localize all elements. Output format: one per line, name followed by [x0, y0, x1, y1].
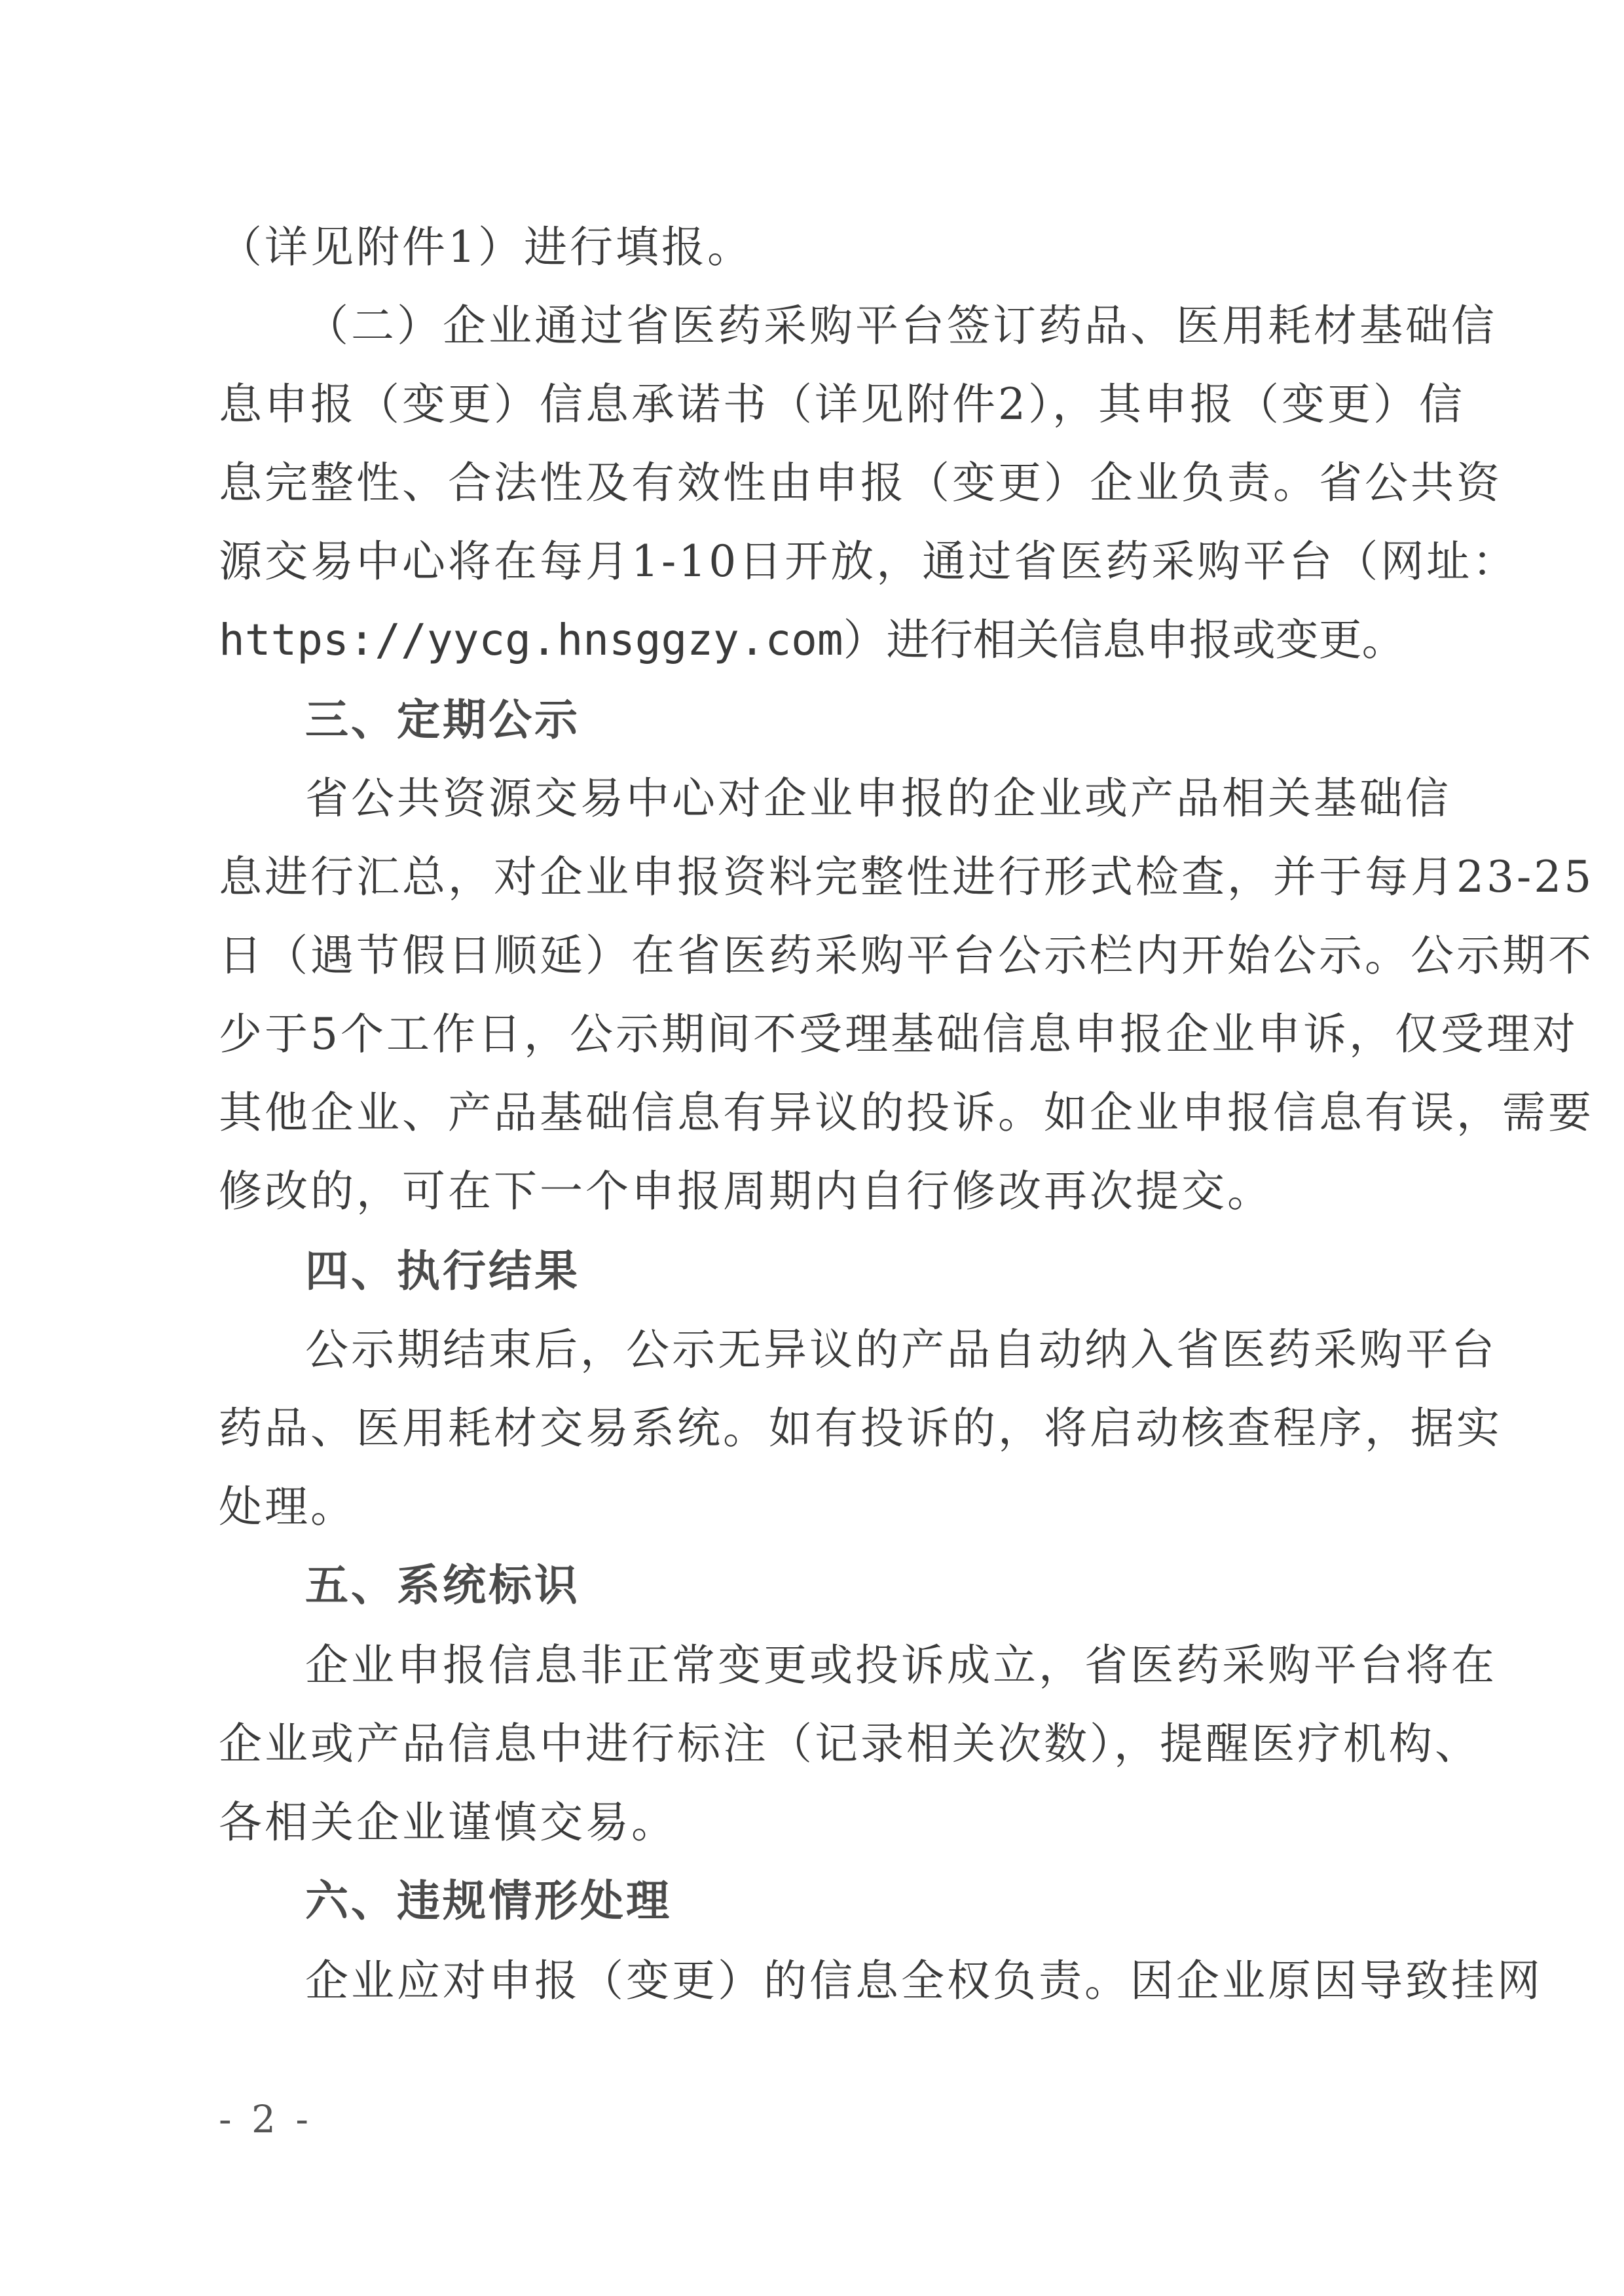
text-line: 其他企业、产品基础信息有异议的投诉。如企业申报信息有误，需要 [219, 1087, 1594, 1138]
text-line: 企业申报信息非正常变更或投诉成立，省医药采购平台将在 [305, 1640, 1497, 1690]
text-line-url: https://yycg.hnsggzy.com）进行相关信息申报或变更。 [219, 615, 1405, 665]
text-line: 企业或产品信息中进行标注（记录相关次数），提醒医疗机构、 [219, 1719, 1481, 1769]
text-line: 源交易中心将在每月1-10日开放，通过省医药采购平台（网址： [219, 536, 1519, 587]
page-number: - 2 - [219, 2097, 312, 2141]
text-line: （二）企业通过省医药采购平台签订药品、医用耗材基础信 [305, 301, 1497, 351]
section-heading: 六、违规情形处理 [305, 1876, 672, 1926]
text-line: 日（遇节假日顺延）在省医药采购平台公示栏内开始公示。公示期不 [219, 930, 1594, 981]
text-line: 息申报（变更）信息承诺书（详见附件2），其申报（变更）信 [219, 379, 1465, 429]
section-heading: 四、执行结果 [305, 1246, 580, 1296]
text-line: 各相关企业谨慎交易。 [219, 1797, 677, 1848]
text-line: 修改的，可在下一个申报周期内自行修改再次提交。 [219, 1166, 1273, 1216]
text-line: 企业应对申报（变更）的信息全权负责。因企业原因导致挂网 [305, 1956, 1543, 2006]
text-line: 少于5个工作日，公示期间不受理基础信息申报企业申诉，仅受理对 [219, 1009, 1578, 1059]
text-line: 药品、医用耗材交易系统。如有投诉的，将启动核查程序，据实 [219, 1403, 1502, 1453]
text-line: 息完整性、合法性及有效性由申报（变更）企业负责。省公共资 [219, 458, 1502, 508]
text-line: 公示期结束后，公示无异议的产品自动纳入省医药采购平台 [305, 1324, 1497, 1375]
section-heading: 三、定期公示 [305, 695, 580, 745]
text-line: （详见附件1）进行填报。 [219, 222, 753, 272]
text-line: 息进行汇总，对企业申报资料完整性进行形式检查，并于每月23-25 [219, 852, 1595, 902]
text-line: 省公共资源交易中心对企业申报的企业或产品相关基础信 [305, 773, 1451, 824]
text-line: 处理。 [219, 1482, 356, 1532]
section-heading: 五、系统标识 [305, 1560, 580, 1611]
